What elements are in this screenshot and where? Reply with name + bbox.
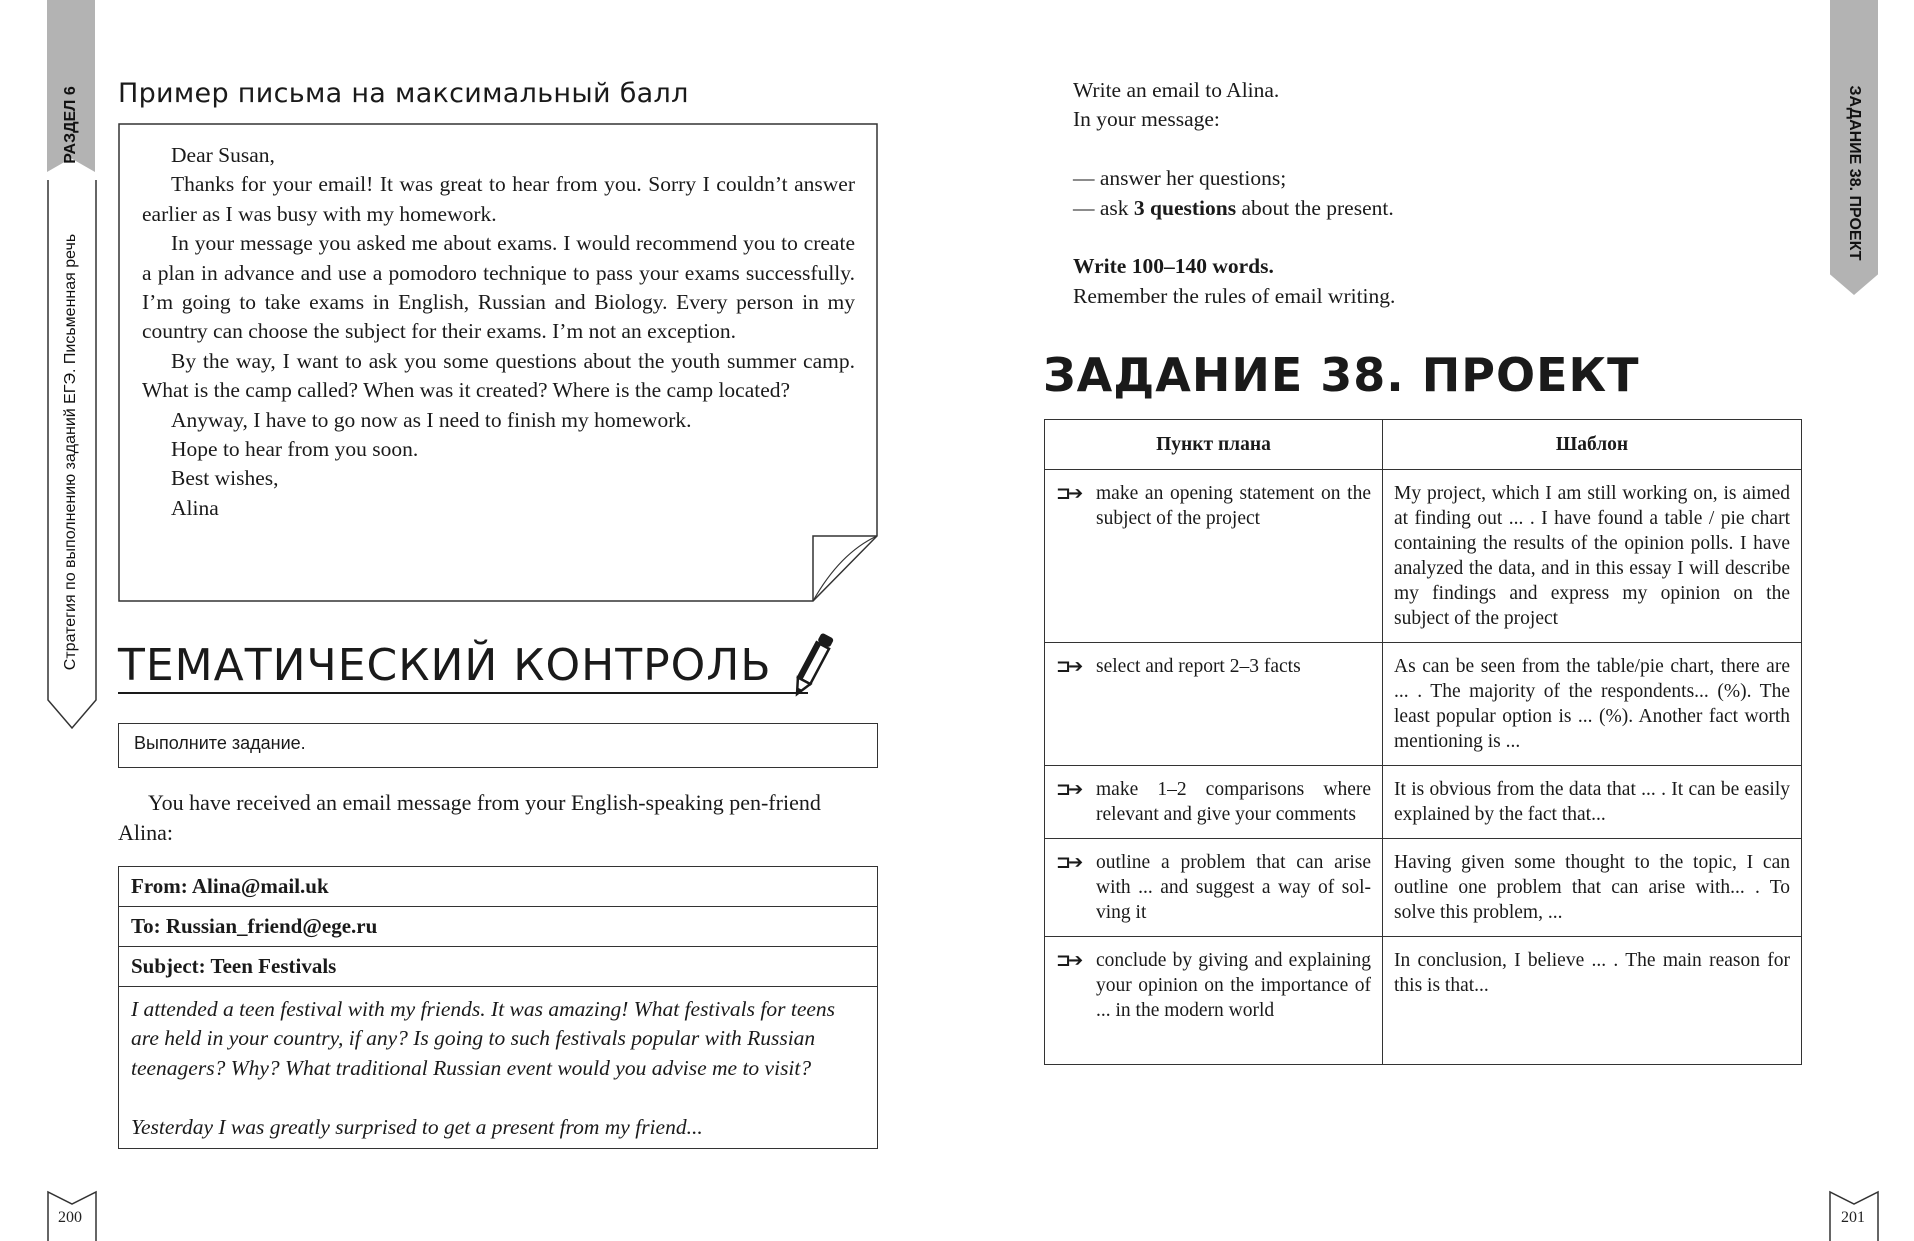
letter-paragraph: By the way, I want to ask you some questions about the youth summer camp. What is the camp called? When was it created? Where is the camp located?: [142, 348, 855, 403]
instruction-line: Remember the rules of email writing.: [1073, 283, 1396, 308]
point-cell: [1045, 470, 1383, 643]
thematic-control-heading: ТЕМАТИЧЕСКИЙ КОНТРОЛЬ: [118, 640, 772, 691]
bullet-text: — ask: [1073, 195, 1134, 220]
pencil-icon: [790, 628, 836, 705]
arrow-icon: ⊐➔: [1056, 852, 1081, 873]
bullet-text: about the present.: [1236, 195, 1394, 220]
point-text: conclude by giving and explaining your opinion on the importance of ... in the modern world: [1096, 950, 1371, 1021]
header-point: Пункт плана: [1045, 420, 1383, 470]
table-row: [1045, 937, 1802, 1065]
arrow-icon: ⊐➔: [1056, 779, 1081, 800]
table-header-row: [1045, 420, 1802, 470]
plan-template-table: [1044, 419, 1802, 1065]
instruction-bullet: [1073, 194, 1773, 223]
page-number-right: 201: [1841, 1209, 1865, 1226]
email-body-paragraph: I attended a teen festival with my friends. It was amazing! What festivals for teens are held in your country, if any? Is going to such festivals popular with Russian teenagers? Why? What traditional Russian event would you advise me to visit?: [131, 997, 836, 1080]
letter-signature: Alina: [171, 495, 219, 520]
template-cell: As can be seen from the table/pie chart, there are ... . The majority of the respondents... (%). The least popular option is ... (%). Another fact worth mentioning is ...: [1383, 643, 1802, 766]
letter-paragraph: Thanks for your email! It was great to hear from you. Sorry I couldn’t answer earlier as I was busy with my homework.: [142, 172, 855, 226]
arrow-icon: ⊐➔: [1056, 483, 1081, 504]
strategy-tab-label: Стратегия по выполнению заданий ЕГЭ. Письменная речь: [62, 233, 79, 671]
email-from: From: Alina@mail.uk: [119, 867, 877, 907]
letter-paragraph: Anyway, I have to go now as I need to finish my homework.: [171, 407, 692, 432]
page-number-left: 200: [58, 1209, 82, 1226]
email-to: To: Russian_friend@ege.ru: [119, 907, 877, 947]
task-instructions: [1073, 76, 1773, 311]
arrow-icon: ⊐➔: [1056, 656, 1081, 677]
email-subject: Subject: Teen Festivals: [119, 947, 877, 987]
table-row: [1045, 643, 1802, 766]
point-text: make an opening statement on the subject of the project: [1096, 483, 1371, 529]
point-cell: [1045, 766, 1383, 839]
template-cell: In conclusion, I believe ... . The main reason for this is that...: [1383, 937, 1802, 1065]
point-cell: [1045, 643, 1383, 766]
point-text: select and report 2–3 facts: [1096, 656, 1301, 677]
word-count-requirement: Write 100–140 words.: [1073, 254, 1274, 279]
point-text: outline a problem that can arise with ... and suggest a way of solving it: [1096, 852, 1371, 923]
letter-greeting: Dear Susan,: [171, 143, 275, 167]
email-body: [119, 987, 877, 1148]
task-tab-label: ЗАДАНИЕ 38. ПРОЕКТ: [1846, 85, 1863, 261]
template-cell: Having given some thought to the topic, I can outline one problem that can arise with... . To solve this problem, ...: [1383, 839, 1802, 937]
sample-letter: [118, 123, 878, 602]
section-tab-label: РАЗДЕЛ 6: [62, 86, 79, 164]
letter-paragraph: Hope to hear from you soon.: [171, 437, 419, 462]
table-row: [1045, 766, 1802, 839]
instruction-bullet: — answer her questions;: [1073, 166, 1287, 191]
instruction-box: Выполните задание.: [118, 723, 878, 768]
table-row: [1045, 470, 1802, 643]
point-cell: [1045, 839, 1383, 937]
table-row: [1045, 839, 1802, 937]
letter-closing: Best wishes,: [171, 466, 279, 491]
email-body-paragraph: Yesterday I was greatly surprised to get a present from my friend...: [131, 1114, 703, 1139]
letter-body: [142, 141, 855, 523]
project-task-heading: ЗАДАНИЕ 38. ПРОЕКТ: [1043, 348, 1640, 402]
arrow-icon: ⊐➔: [1056, 950, 1081, 971]
header-template: Шаблон: [1383, 420, 1802, 470]
letter-paragraph: In your message you asked me about exams. I would recommend you to create a plan in advance and use a pomodoro technique to pass your exams successfully. I’m going to take exams in English, Russian and Biology. Every person in my country can choose the subject for their exams. I’m not an exception.: [142, 231, 855, 344]
heading-underline: [118, 692, 808, 694]
bullet-bold-text: 3 questions: [1133, 195, 1237, 220]
email-message: [118, 866, 878, 1149]
template-cell: It is obvious from the data that ... . It can be easily explained by the fact that...: [1383, 766, 1802, 839]
instruction-line: In your message:: [1073, 107, 1220, 132]
point-text: make 1–2 comparisons where relevant and give your comments: [1096, 779, 1371, 825]
task-intro-text: You have received an email message from your English-speaking pen-friend Alina:: [118, 790, 821, 845]
sample-letter-title: Пример письма на максимальный балл: [118, 78, 689, 109]
instruction-line: Write an email to Alina.: [1073, 78, 1280, 102]
template-cell: My project, which I am still working on, is aimed at finding out ... . I have found a table / pie chart containing the results of the opinion polls. I have analyzed the data, and in this essay I will describe my findings and express my opinion on the subject of the project: [1383, 470, 1802, 643]
point-cell: [1045, 937, 1383, 1065]
